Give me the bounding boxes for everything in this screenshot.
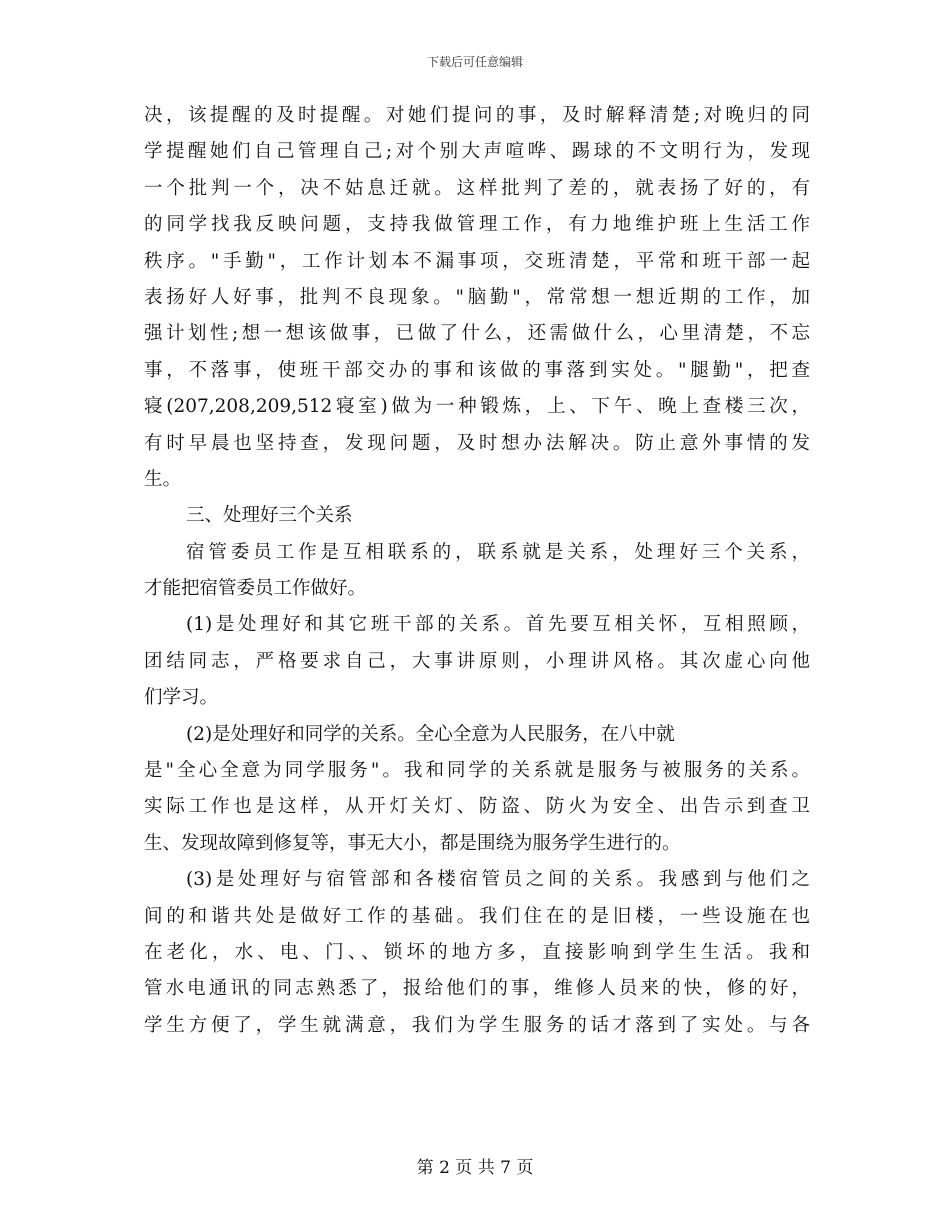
body-line: 寝(207,208,209,512寝室)做为一种锻炼，上、下午、晚上查楼三次，	[144, 396, 810, 418]
footer-suffix: 页	[516, 1158, 534, 1178]
body-line: 在老化，水、电、门、、锁坏的地方多，直接影响到学生生活。我和	[144, 941, 810, 963]
body-line: 秩序。"手勤"，工作计划本不漏事项，交班清楚，平常和班干部一起	[144, 250, 810, 272]
body-line: 们学习。	[144, 687, 219, 709]
body-line: 间的和谐共处是做好工作的基础。我们住在的是旧楼，一些设施在也	[144, 905, 810, 927]
page-footer	[0, 1153, 950, 1178]
body-line: 表扬好人好事，批判不良现象。"脑勤"，常常想一想近期的工作，加	[144, 286, 810, 308]
body-line: 学生方便了，学生就满意，我们为学生服务的话才落到了实处。与各	[144, 1014, 810, 1036]
footer-page-number: 2	[439, 1158, 450, 1178]
body-line: 是"全心全意为同学服务"。我和同学的关系就是服务与被服务的关系。	[144, 760, 810, 782]
body-line: (2)是处理好和同学的关系。全心全意为人民服务，在八中就	[186, 723, 675, 745]
body-line: 决，该提醒的及时提醒。对她们提问的事，及时解释清楚;对晚归的同	[144, 105, 810, 126]
document-body	[144, 98, 810, 1044]
section-heading: 三、处理好三个关系	[186, 505, 353, 527]
body-line: 宿管委员工作是互相联系的，联系就是关系，处理好三个关系，	[186, 541, 810, 563]
body-line: 团结同志，严格要求自己，大事讲原则，小理讲风格。其次虚心向他	[144, 650, 810, 672]
body-line: 学提醒她们自己管理自己;对个别大声喧哗、踢球的不文明行为，发现	[144, 141, 810, 163]
body-line: 一个批判一个，决不姑息迁就。这样批判了差的，就表扬了好的，有	[144, 177, 810, 199]
page-header: 下载后可任意编辑	[426, 55, 523, 69]
body-line: 生、发现故障到修复等，事无大小，都是围绕为服务学生进行的。	[144, 832, 681, 854]
body-line: 的同学找我反映问题，支持我做管理工作，有力地维护班上生活工作	[144, 214, 810, 236]
footer-prefix: 第	[416, 1158, 434, 1178]
body-line: 才能把宿管委员工作做好。	[144, 578, 367, 600]
body-line: 有时早晨也坚持查，发现问题，及时想办法解决。防止意外事情的发	[144, 432, 810, 454]
footer-total-pages: 7	[500, 1158, 511, 1178]
body-line: 强计划性;想一想该做事，已做了什么，还需做什么，心里清楚，不忘	[144, 323, 810, 345]
footer-middle: 页 共	[455, 1158, 495, 1178]
body-line: 生。	[144, 468, 182, 490]
body-line: 实际工作也是这样，从开灯关灯、防盗、防火为安全、出告示到查卫	[144, 796, 810, 818]
body-line: 管水电通讯的同志熟悉了，报给他们的事，维修人员来的快，修的好，	[144, 978, 810, 1000]
body-line: (1)是处理好和其它班干部的关系。首先要互相关怀，互相照顾，	[186, 614, 810, 636]
body-line: (3)是处理好与宿管部和各楼宿管员之间的关系。我感到与他们之	[186, 869, 810, 891]
body-line: 事，不落事，使班干部交办的事和该做的事落到实处。"腿勤"，把查	[144, 359, 810, 381]
